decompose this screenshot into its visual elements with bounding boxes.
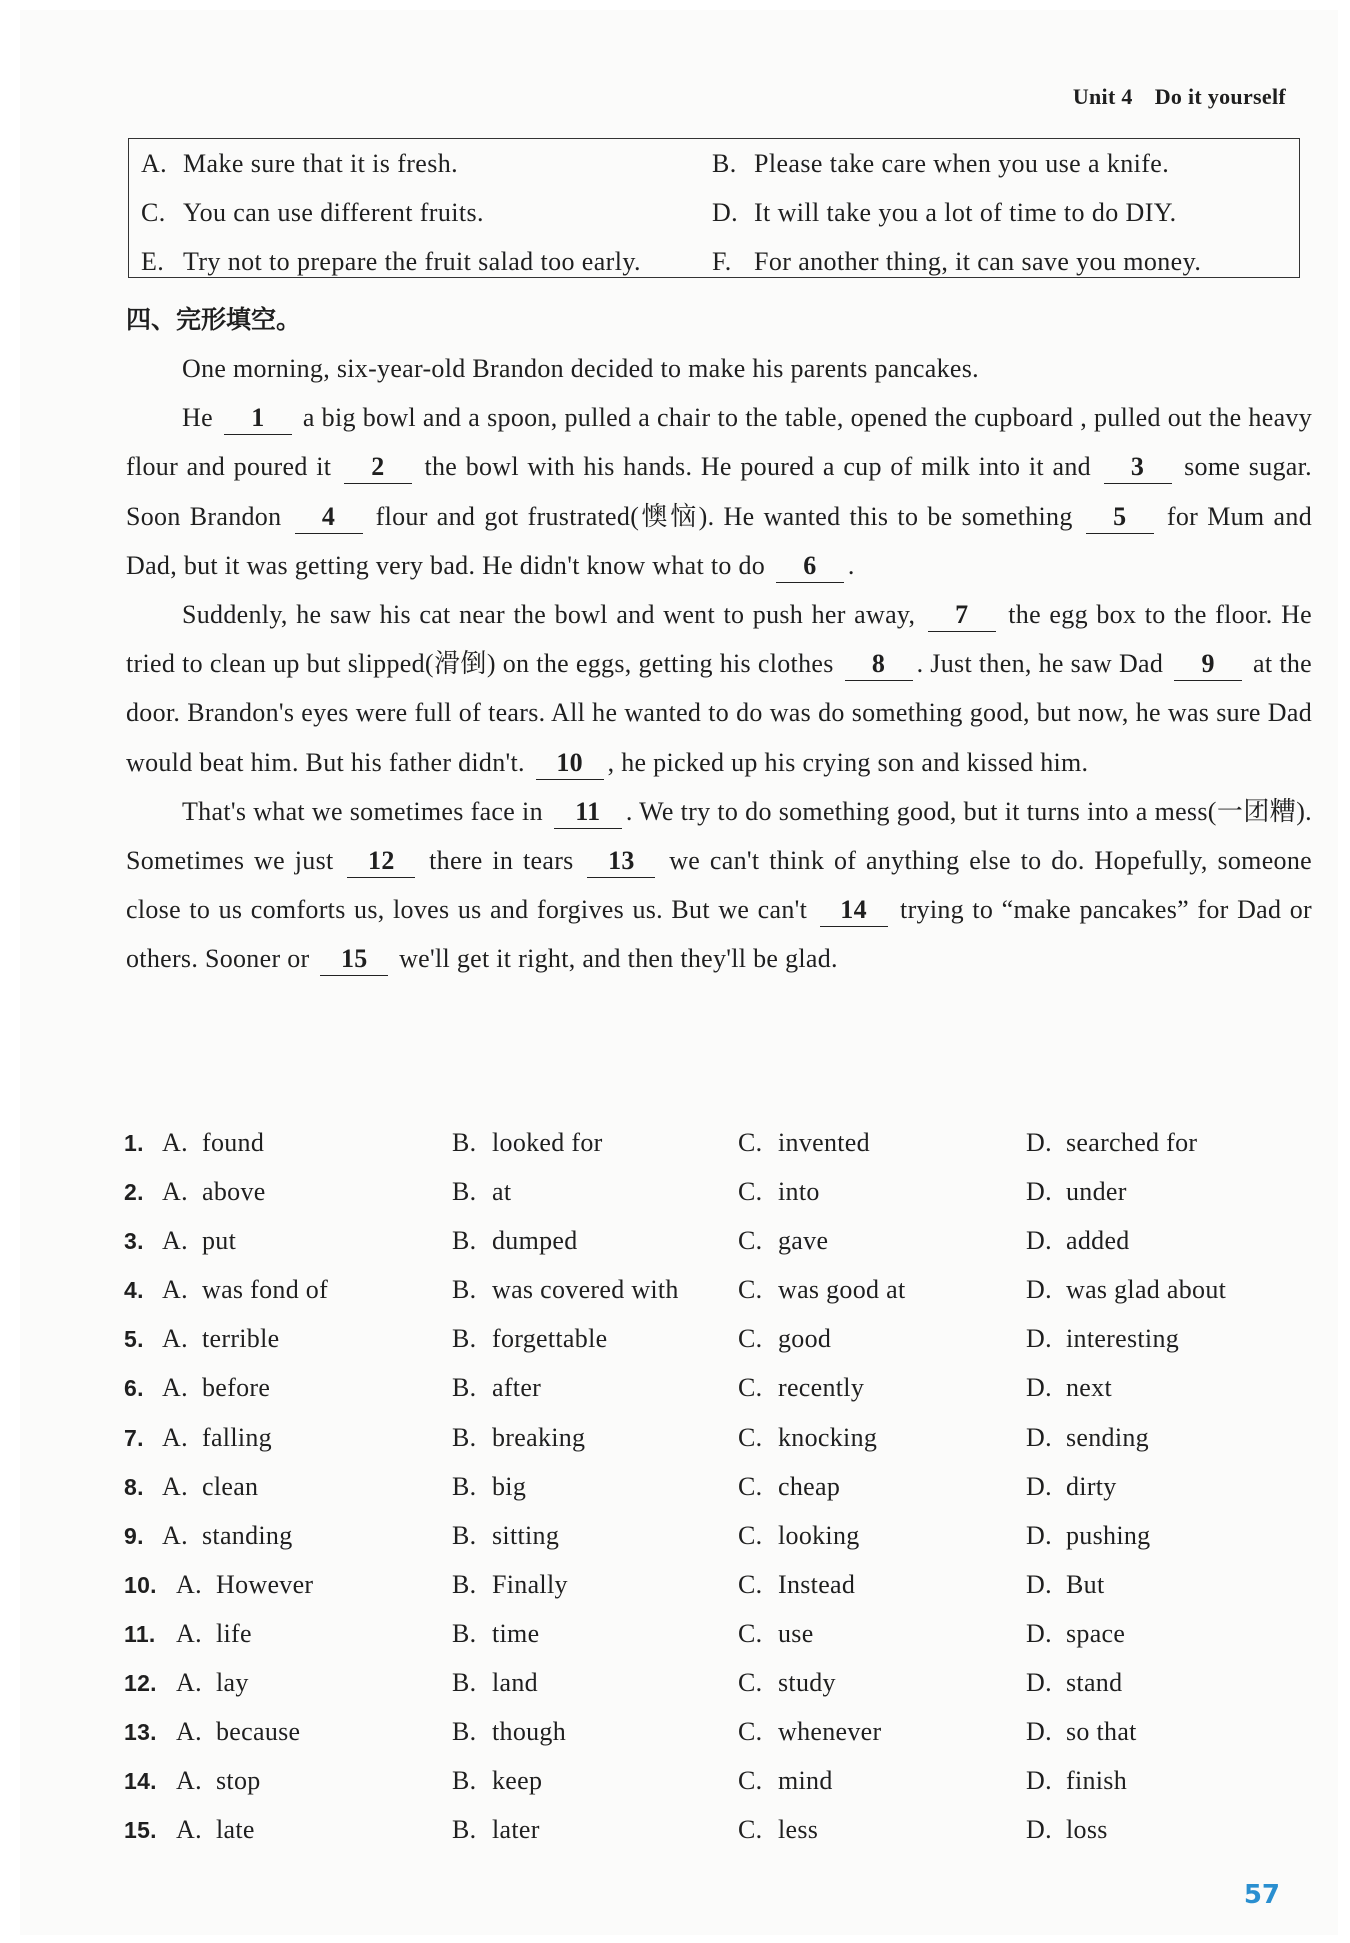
option-text: sending [1066, 1422, 1149, 1452]
option-text: time [492, 1618, 540, 1648]
option-letter: B. [452, 1569, 477, 1599]
option-text: recently [778, 1373, 865, 1403]
option-letter: D. [1026, 1226, 1052, 1256]
option-c[interactable] [738, 1766, 833, 1796]
option-b[interactable] [452, 1815, 540, 1845]
option-letter: A. [162, 1422, 188, 1452]
option-letter: B. [452, 1128, 477, 1157]
option-c[interactable] [738, 1570, 855, 1600]
option-letter: B. [452, 1717, 477, 1747]
option-text: use [778, 1618, 814, 1648]
unit-title: Do it yourself [1154, 84, 1286, 109]
option-text: was covered with [492, 1275, 679, 1305]
option-b[interactable] [452, 1619, 539, 1649]
option-letter: B. [452, 1422, 477, 1452]
question-number: 8. [124, 1473, 144, 1500]
option-text: because [216, 1717, 301, 1747]
option-c[interactable] [738, 1423, 877, 1453]
option-text: lay [216, 1668, 249, 1698]
option-a[interactable] [162, 1128, 264, 1158]
option-b[interactable] [452, 1373, 541, 1403]
option-letter: A. [176, 1618, 202, 1648]
option-text: put [202, 1226, 237, 1256]
section-title: 四、完形填空。 [126, 305, 302, 334]
option-text: clean [202, 1471, 259, 1501]
option-letter: D. [1026, 1668, 1052, 1698]
option-d[interactable] [1026, 1373, 1112, 1403]
option-text: dirty [1066, 1471, 1117, 1501]
question-row [124, 1521, 1324, 1570]
question-row [124, 1668, 1324, 1717]
blank-11[interactable]: 11 [554, 796, 622, 829]
blank-2[interactable]: 2 [344, 451, 412, 484]
option-text: forgettable [492, 1324, 608, 1354]
option-letter: A. [176, 1668, 202, 1698]
option-letter: D. [1026, 1177, 1052, 1207]
option-letter: A. [176, 1766, 202, 1796]
option-text: into [778, 1177, 820, 1207]
question-row [124, 1128, 1324, 1177]
option-d[interactable] [1026, 1521, 1150, 1551]
option-c[interactable] [738, 1128, 870, 1158]
option-d[interactable] [1026, 1668, 1122, 1698]
option-c[interactable] [738, 1324, 831, 1354]
option-letter: D. [1026, 1275, 1052, 1305]
option-letter: A. [176, 1815, 202, 1845]
question-row [124, 1766, 1324, 1815]
blank-5[interactable]: 5 [1086, 501, 1154, 534]
option-d[interactable] [1026, 1717, 1137, 1747]
option-text: study [778, 1668, 836, 1698]
option-text: mind [778, 1766, 833, 1796]
option-letter: A. [162, 1128, 188, 1157]
question-number: 5. [124, 1326, 144, 1353]
option-b[interactable] [452, 1128, 603, 1158]
option-letter: B. [452, 1668, 477, 1698]
option-letter: B. [452, 1226, 477, 1256]
option-text: next [1066, 1373, 1112, 1403]
option-text: searched for [1066, 1128, 1198, 1157]
option-text: before [202, 1373, 271, 1403]
question-number: 13. [124, 1719, 157, 1746]
option-text: though [492, 1717, 567, 1747]
option-text: keep [492, 1766, 543, 1796]
option-text: However [216, 1569, 314, 1599]
option-b[interactable] [452, 1177, 511, 1207]
option-letter: C. [738, 1275, 763, 1305]
option-text: was glad about [1066, 1275, 1227, 1305]
option-letter: B. [452, 1618, 477, 1648]
option-text: stand [1066, 1668, 1123, 1698]
option-b[interactable] [452, 1275, 679, 1305]
option-letter: A. [162, 1226, 188, 1256]
option-letter: B. [452, 1275, 477, 1305]
option-text: good [778, 1324, 832, 1354]
option-b[interactable] [452, 1226, 578, 1256]
option-c[interactable] [738, 1668, 836, 1698]
option-letter: D. [1026, 1324, 1052, 1354]
option-d[interactable] [1026, 1570, 1104, 1600]
options-box [128, 138, 1300, 278]
option-letter: C. [738, 1226, 763, 1256]
option-letter: D. [1026, 1520, 1052, 1550]
option-letter: A. [162, 1471, 188, 1501]
option-letter: C. [738, 1324, 763, 1354]
option-d[interactable] [1026, 1472, 1117, 1502]
question-row [124, 1619, 1324, 1668]
option-letter: D. [1026, 1717, 1052, 1747]
question-row [124, 1177, 1324, 1226]
option-a[interactable] [162, 1177, 266, 1207]
option-letter: B. [452, 1471, 477, 1501]
option-text: stop [216, 1766, 261, 1796]
passage-paragraph-1: One morning, six-year-old Brandon decided to make his parents pancakes. [182, 354, 979, 383]
option-letter: A. [162, 1177, 188, 1207]
option-a[interactable] [162, 1521, 293, 1551]
option-b[interactable] [452, 1717, 566, 1747]
option-text: space [1066, 1618, 1126, 1648]
option-letter: D. [1026, 1766, 1052, 1796]
blank-10[interactable]: 10 [536, 747, 604, 780]
option-text: loss [1066, 1815, 1108, 1845]
option-f: F. For another thing, it can save you money. [712, 247, 1202, 276]
option-e: E. Try not to prepare the fruit salad too early. [141, 247, 641, 276]
option-text: whenever [778, 1717, 882, 1747]
question-number: 7. [124, 1424, 144, 1451]
option-letter: A. [176, 1717, 202, 1747]
option-c[interactable] [738, 1177, 820, 1207]
workbook-page [20, 10, 1338, 1935]
option-text: big [492, 1471, 527, 1501]
option-letter: B. [452, 1520, 477, 1550]
option-text: sitting [492, 1520, 560, 1550]
blank-14[interactable]: 14 [820, 894, 888, 927]
option-text: Instead [778, 1569, 856, 1599]
question-row [124, 1570, 1324, 1619]
option-text: under [1066, 1177, 1127, 1207]
option-b[interactable] [452, 1521, 559, 1551]
option-letter: B. [452, 1766, 477, 1796]
option-d[interactable] [1026, 1324, 1179, 1354]
option-text: cheap [778, 1471, 841, 1501]
option-letter: B. [452, 1177, 477, 1207]
option-d[interactable] [1026, 1226, 1130, 1256]
option-text: so that [1066, 1717, 1137, 1747]
option-a[interactable] [162, 1324, 279, 1354]
question-row [124, 1472, 1324, 1521]
option-text: finish [1066, 1766, 1128, 1796]
blank-1[interactable]: 1 [224, 402, 292, 435]
option-letter: C. [738, 1128, 763, 1157]
question-row [124, 1324, 1324, 1373]
blank-3[interactable]: 3 [1104, 451, 1172, 484]
option-letter: C. [738, 1717, 763, 1747]
question-number: 6. [124, 1375, 144, 1402]
option-c[interactable] [738, 1815, 818, 1845]
blank-8[interactable]: 8 [845, 648, 913, 681]
question-row [124, 1373, 1324, 1422]
option-letter: B. [452, 1373, 477, 1403]
passage-paragraph-3: Suddenly, he saw his cat near the bowl and went to push her away, 7 the egg box to the floor. He tried to clean up but slipped(滑倒) on the eggs, getting his clothes 8 . Just then, he saw Dad 9 at the door. Brandon's eyes were full of tears. All he wanted to do was do something good, but now, he was sure Dad would beat him. But his father didn't. 10 , he picked up his crying son and kissed him. [126, 590, 1312, 787]
option-a[interactable] [162, 1226, 236, 1256]
option-c: C. You can use different fruits. [141, 198, 484, 227]
option-d[interactable] [1026, 1815, 1108, 1845]
blank-15[interactable]: 15 [320, 943, 388, 976]
option-b[interactable] [452, 1324, 607, 1354]
option-c[interactable] [738, 1373, 864, 1403]
option-d[interactable] [1026, 1275, 1226, 1305]
option-b[interactable] [452, 1766, 542, 1796]
option-letter: D. [1026, 1569, 1052, 1599]
option-text: dumped [492, 1226, 578, 1256]
option-d[interactable] [1026, 1766, 1127, 1796]
option-text: pushing [1066, 1520, 1151, 1550]
option-text: after [492, 1373, 542, 1403]
option-text: was fond of [202, 1275, 329, 1305]
running-header [1073, 84, 1286, 110]
option-letter: C. [738, 1815, 763, 1845]
option-text: later [492, 1815, 540, 1845]
option-d: D. It will take you a lot of time to do DIY. [712, 198, 1177, 227]
option-text: life [216, 1618, 252, 1648]
blank-4[interactable]: 4 [295, 501, 363, 534]
question-number: 2. [124, 1179, 144, 1206]
option-a[interactable] [176, 1668, 249, 1698]
passage-paragraph-2: He 1 a big bowl and a spoon, pulled a chair to the table, opened the cupboard , pulled out the heavy flour and poured it 2 the bowl with his hands. He poured a cup of milk into it and 3 some sugar. Soon Brandon 4 flour and got frustrated(懊恼). He wanted this to be something 5 for Mum and Dad, but it was getting very bad. He didn't know what to do 6 . [126, 393, 1312, 590]
option-a[interactable] [176, 1717, 300, 1747]
option-b[interactable] [452, 1423, 585, 1453]
option-letter: C. [738, 1569, 763, 1599]
option-letter: C. [738, 1766, 763, 1796]
option-text: looked for [492, 1128, 603, 1157]
option-c[interactable] [738, 1275, 906, 1305]
option-a[interactable] [162, 1373, 270, 1403]
option-letter: D. [1026, 1815, 1052, 1845]
question-number: 3. [124, 1228, 144, 1255]
option-text: terrible [202, 1324, 280, 1354]
option-letter: D. [1026, 1422, 1052, 1452]
option-text: But [1066, 1569, 1105, 1599]
option-d[interactable] [1026, 1423, 1149, 1453]
option-text: falling [202, 1422, 272, 1452]
option-letter: A. [162, 1324, 188, 1354]
question-number: 14. [124, 1768, 157, 1795]
option-text: invented [778, 1128, 870, 1157]
page-number: 57 [1243, 1880, 1280, 1910]
option-letter: D. [1026, 1128, 1052, 1157]
blank-6[interactable]: 6 [776, 550, 844, 583]
option-letter: C. [738, 1373, 763, 1403]
question-row [124, 1423, 1324, 1472]
question-number: 9. [124, 1522, 144, 1549]
option-d[interactable] [1026, 1128, 1197, 1158]
option-text: late [216, 1815, 255, 1845]
option-c[interactable] [738, 1521, 860, 1551]
question-number: 4. [124, 1277, 144, 1304]
option-letter: C. [738, 1668, 763, 1698]
option-a[interactable] [162, 1472, 258, 1502]
blank-7[interactable]: 7 [928, 599, 996, 632]
option-b[interactable] [452, 1472, 526, 1502]
blank-9[interactable]: 9 [1174, 648, 1242, 681]
option-b[interactable] [452, 1668, 538, 1698]
option-a[interactable] [176, 1815, 255, 1845]
option-a: A. Make sure that it is fresh. [141, 149, 459, 178]
option-letter: A. [162, 1520, 188, 1550]
option-letter: D. [1026, 1373, 1052, 1403]
question-row [124, 1717, 1324, 1766]
option-c[interactable] [738, 1472, 840, 1502]
option-text: was good at [778, 1275, 906, 1305]
question-number: 10. [124, 1571, 157, 1598]
option-letter: D. [1026, 1618, 1052, 1648]
question-row [124, 1275, 1324, 1324]
option-c[interactable] [738, 1717, 881, 1747]
question-number: 1. [124, 1130, 144, 1156]
question-row [124, 1226, 1324, 1275]
option-text: gave [778, 1226, 829, 1256]
option-text: at [492, 1177, 512, 1207]
option-letter: C. [738, 1177, 763, 1207]
option-letter: A. [162, 1373, 188, 1403]
option-letter: C. [738, 1471, 763, 1501]
option-letter: A. [176, 1569, 202, 1599]
option-text: knocking [778, 1422, 878, 1452]
question-number: 11. [124, 1620, 156, 1647]
question-row [124, 1815, 1324, 1864]
question-number: 15. [124, 1817, 157, 1844]
option-b: B. Please take care when you use a knife. [712, 149, 1170, 178]
option-d[interactable] [1026, 1177, 1127, 1207]
option-text: found [202, 1128, 265, 1157]
option-a[interactable] [162, 1275, 328, 1305]
option-text: standing [202, 1520, 293, 1550]
option-b[interactable] [452, 1570, 568, 1600]
option-text: less [778, 1815, 819, 1845]
question-number: 12. [124, 1670, 157, 1697]
option-a[interactable] [176, 1570, 313, 1600]
option-d[interactable] [1026, 1619, 1125, 1649]
option-text: above [202, 1177, 266, 1207]
blank-13[interactable]: 13 [587, 845, 655, 878]
option-a[interactable] [162, 1423, 272, 1453]
option-letter: A. [162, 1275, 188, 1305]
option-letter: C. [738, 1520, 763, 1550]
option-letter: C. [738, 1422, 763, 1452]
option-a[interactable] [176, 1766, 261, 1796]
passage-paragraph-4: That's what we sometimes face in 11 . We try to do something good, but it turns into a mess(一团糟). Sometimes we just 12 there in tears 13 we can't think of anything else to do. Hopefully, someone close to us comforts us, loves us and forgives us. But we can't 14 trying to “make pancakes” for Dad or others. Sooner or 15 we'll get it right, and then they'll be glad. [126, 787, 1312, 984]
option-text: Finally [492, 1569, 568, 1599]
unit-label: Unit 4 [1072, 84, 1133, 109]
blank-12[interactable]: 12 [347, 845, 415, 878]
option-text: looking [778, 1520, 860, 1550]
option-c[interactable] [738, 1226, 828, 1256]
option-letter: B. [452, 1815, 477, 1845]
option-letter: D. [1026, 1471, 1052, 1501]
option-letter: C. [738, 1618, 763, 1648]
cloze-passage [126, 344, 1312, 984]
answer-choices [124, 1128, 1324, 1864]
option-text: land [492, 1668, 538, 1698]
option-c[interactable] [738, 1619, 814, 1649]
option-letter: B. [452, 1324, 477, 1354]
option-text: interesting [1066, 1324, 1180, 1354]
option-text: breaking [492, 1422, 586, 1452]
option-text: added [1066, 1226, 1130, 1256]
option-a[interactable] [176, 1619, 252, 1649]
